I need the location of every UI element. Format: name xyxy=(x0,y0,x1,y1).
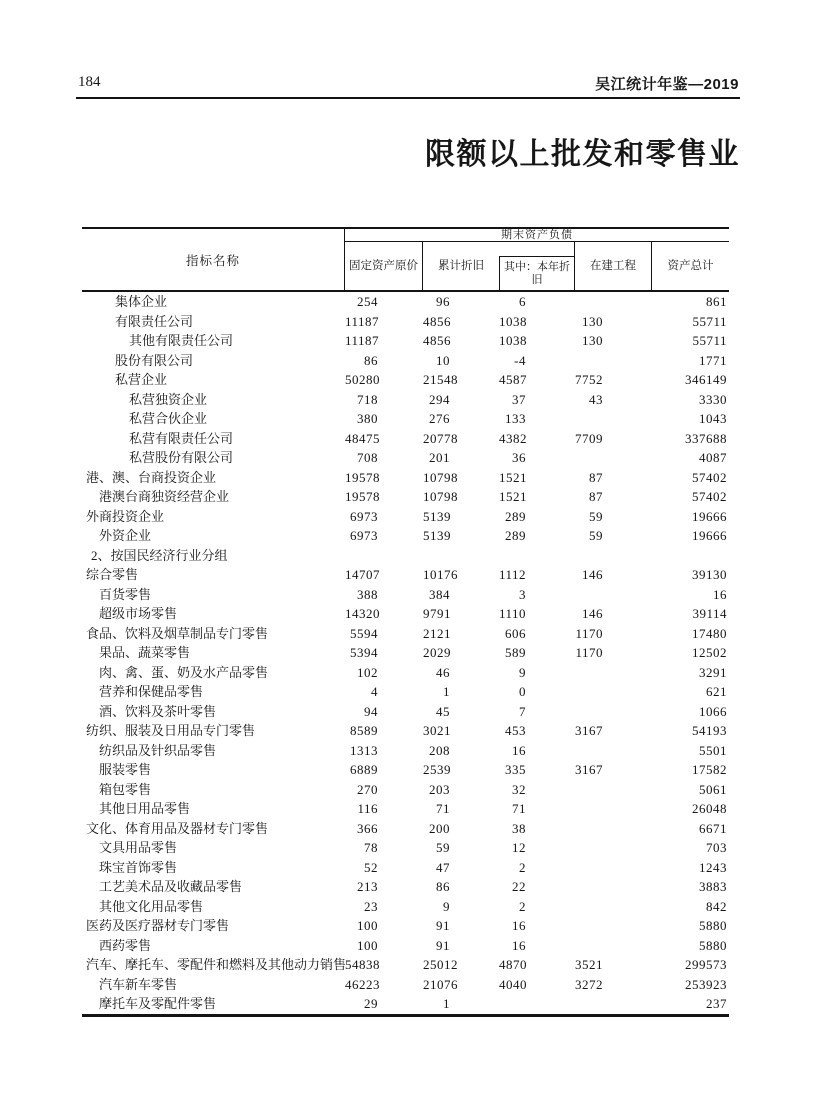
cell-value: 5501 xyxy=(699,742,727,758)
row-label: 私营企业 xyxy=(115,372,168,387)
cell-value: 19578 xyxy=(345,489,380,504)
cell-value: 335 xyxy=(505,762,526,777)
cell-value: 213 xyxy=(357,879,378,894)
yearbook-title: 吴江统计年鉴—2019 xyxy=(595,76,739,93)
cell-value: 1521 xyxy=(499,469,527,485)
row-label: 其他文化用品零售 xyxy=(99,898,204,914)
cell-value: 91 xyxy=(436,918,450,933)
cell-value: 59 xyxy=(436,840,450,855)
cell-value xyxy=(575,994,652,1014)
table-row xyxy=(82,643,729,663)
cell-value: 3 xyxy=(519,586,526,602)
table-row xyxy=(82,936,729,956)
row-label: 箱包零售 xyxy=(99,781,152,797)
cell-value xyxy=(575,897,652,917)
table-row xyxy=(82,916,729,936)
cell-value: 133 xyxy=(505,411,526,426)
cell-value: 47 xyxy=(436,859,450,875)
cell-value xyxy=(575,741,652,761)
cell-value: 16 xyxy=(512,937,526,953)
cell-value: 52 xyxy=(364,859,378,875)
cell-value: 380 xyxy=(357,411,378,426)
row-label: 私营股份有限公司 xyxy=(129,450,234,465)
cell-value: 299573 xyxy=(685,957,727,972)
table-row xyxy=(82,487,729,507)
cell-value: 606 xyxy=(505,625,526,641)
cell-value: 1043 xyxy=(699,411,727,426)
cell-value: 9 xyxy=(519,664,526,680)
cell-value: 237 xyxy=(706,996,727,1011)
cell-value: 4856 xyxy=(423,333,451,348)
cell-value: 621 xyxy=(706,684,727,699)
column-header-accumulated-depreciation: 累计折旧 xyxy=(438,259,484,272)
cell-value xyxy=(575,858,652,878)
cell-value: 203 xyxy=(429,781,450,797)
cell-value: 254 xyxy=(357,294,378,309)
cell-value: 48475 xyxy=(345,430,380,446)
cell-value xyxy=(575,546,652,566)
row-label: 2、按国民经济行业分组 xyxy=(91,547,228,563)
cell-value: 3167 xyxy=(575,723,603,738)
of-which-label: 其中：本年折旧 xyxy=(504,260,570,286)
cell-value: 55711 xyxy=(692,313,727,329)
cell-value: 5139 xyxy=(423,528,451,543)
cell-value: 102 xyxy=(357,664,378,680)
cell-value: 5880 xyxy=(699,918,727,933)
table-row xyxy=(82,312,729,332)
cell-value: 7752 xyxy=(575,372,603,387)
corner-header-indicator-name: 指标名称 xyxy=(82,229,345,290)
cell-value: 1521 xyxy=(499,489,527,504)
table-row xyxy=(82,955,729,975)
cell-value: 86 xyxy=(364,352,378,368)
cell-value: 2 xyxy=(519,859,526,875)
cell-value: 91 xyxy=(436,937,450,953)
cell-value: 3521 xyxy=(575,957,603,972)
cell-value: 3883 xyxy=(699,879,727,894)
row-label: 综合零售 xyxy=(86,567,139,582)
cell-value xyxy=(423,546,499,566)
cell-value: 19578 xyxy=(345,469,380,485)
cell-value: 22 xyxy=(512,879,526,894)
cell-value: 3291 xyxy=(699,664,727,680)
cell-value xyxy=(575,838,652,858)
cell-value: 3330 xyxy=(699,391,727,407)
table-row xyxy=(82,741,729,761)
table-row xyxy=(82,897,729,917)
cell-value: 17582 xyxy=(692,762,727,777)
column-header-total-assets: 资产总计 xyxy=(667,259,714,272)
row-label: 集体企业 xyxy=(115,294,168,309)
table-row xyxy=(82,819,729,839)
cell-value xyxy=(345,546,423,566)
cell-value xyxy=(575,936,652,956)
cell-value: 29 xyxy=(364,996,378,1011)
cell-value: 100 xyxy=(357,937,378,953)
cell-value: 12502 xyxy=(692,645,727,660)
cell-value: 12 xyxy=(512,840,526,855)
row-label: 外商投资企业 xyxy=(86,508,165,524)
cell-value: 0 xyxy=(519,684,526,699)
row-label: 营养和保健品零售 xyxy=(99,684,204,699)
cell-value: 14320 xyxy=(345,606,380,621)
cell-value: 21076 xyxy=(423,976,458,992)
cell-value: 10 xyxy=(436,352,450,368)
cell-value: 4 xyxy=(371,684,378,699)
cell-value: 37 xyxy=(512,391,526,407)
table-row xyxy=(82,390,729,410)
cell-value xyxy=(575,351,652,371)
cell-value: 6671 xyxy=(699,820,727,836)
cell-value: 5394 xyxy=(350,645,378,660)
cell-value: 100 xyxy=(357,918,378,933)
cell-value: 4087 xyxy=(699,450,727,465)
cell-value: 289 xyxy=(505,528,526,543)
cell-value: 2121 xyxy=(423,625,451,641)
cell-value: 861 xyxy=(706,294,727,309)
cell-value: 10176 xyxy=(423,567,458,582)
cell-value: 346149 xyxy=(685,372,727,387)
table-row xyxy=(82,799,729,819)
cell-value xyxy=(575,702,652,722)
cell-value: 208 xyxy=(429,742,450,758)
cell-value: 55711 xyxy=(692,333,727,348)
cell-value: 59 xyxy=(589,508,603,524)
cell-value: 253923 xyxy=(685,976,727,992)
cell-value: 57402 xyxy=(692,489,727,504)
row-label: 文化、体育用品及器材专门零售 xyxy=(86,820,269,836)
table-row xyxy=(82,565,729,585)
cell-value: 6973 xyxy=(350,528,378,543)
cell-value: 1038 xyxy=(499,333,527,348)
table-row xyxy=(82,975,729,995)
table-row xyxy=(82,838,729,858)
cell-value: 1771 xyxy=(699,352,727,368)
page-title: 限额以上批发和零售业 xyxy=(425,138,740,171)
table-row xyxy=(82,429,729,449)
cell-value xyxy=(575,916,652,936)
cell-value: 5061 xyxy=(699,781,727,797)
table-row xyxy=(82,331,729,351)
cell-value: 1038 xyxy=(499,313,527,329)
cell-value: 1 xyxy=(443,996,450,1011)
cell-value: 26048 xyxy=(692,801,727,816)
row-label: 港、澳、台商投资企业 xyxy=(86,469,217,485)
cell-value xyxy=(575,799,652,819)
cell-value: 19666 xyxy=(692,508,727,524)
cell-value xyxy=(575,780,652,800)
table-row xyxy=(82,780,729,800)
row-label: 纺织品及针织品零售 xyxy=(99,742,217,758)
row-label: 外资企业 xyxy=(99,528,152,543)
cell-value: 201 xyxy=(429,450,450,465)
cell-value: 54838 xyxy=(345,957,380,972)
row-label: 港澳台商独资经营企业 xyxy=(99,489,230,504)
cell-value: 10798 xyxy=(423,469,458,485)
page-number: 184 xyxy=(78,74,101,90)
cell-value: 6973 xyxy=(350,508,378,524)
row-label: 珠宝首饰零售 xyxy=(99,859,178,875)
row-label: 其他有限责任公司 xyxy=(129,333,234,348)
cell-value: 294 xyxy=(429,391,450,407)
cell-value: 1313 xyxy=(350,742,378,758)
cell-value: 57402 xyxy=(692,469,727,485)
cell-value: 4587 xyxy=(499,372,527,387)
of-which-inset-box xyxy=(499,256,574,290)
cell-value: 86 xyxy=(436,879,450,894)
cell-value: 87 xyxy=(589,469,603,485)
column-header-fixed-assets-original-price: 固定资产原价 xyxy=(345,242,423,290)
row-label: 文具用品零售 xyxy=(99,840,178,855)
cell-value: 589 xyxy=(505,645,526,660)
cell-value: 146 xyxy=(582,567,603,582)
table-row xyxy=(82,624,729,644)
cell-value: 20778 xyxy=(423,430,458,446)
cell-value: 453 xyxy=(505,723,526,738)
cell-value xyxy=(652,546,729,566)
cell-value: 21548 xyxy=(423,372,458,387)
row-label: 酒、饮料及茶叶零售 xyxy=(99,703,217,719)
cell-value: 4040 xyxy=(499,976,527,992)
row-label: 果品、蔬菜零售 xyxy=(99,645,191,660)
cell-value: 38 xyxy=(512,820,526,836)
cell-value: 94 xyxy=(364,703,378,719)
cell-value: 23 xyxy=(364,898,378,914)
cell-value: 3272 xyxy=(575,976,603,992)
cell-value: 36 xyxy=(512,450,526,465)
row-label: 私营独资企业 xyxy=(129,391,208,407)
cell-value: 2 xyxy=(519,898,526,914)
table-row xyxy=(82,292,729,312)
cell-value: 1170 xyxy=(575,625,603,641)
cell-value: 3167 xyxy=(575,762,603,777)
cell-value: 708 xyxy=(357,450,378,465)
cell-value: 5139 xyxy=(423,508,451,524)
cell-value xyxy=(575,585,652,605)
column-headers-row xyxy=(345,242,729,290)
cell-value: 130 xyxy=(582,333,603,348)
cell-value xyxy=(499,546,575,566)
cell-value: 270 xyxy=(357,781,378,797)
row-label: 私营合伙企业 xyxy=(129,411,208,426)
row-label: 医药及医疗器材专门零售 xyxy=(86,918,230,933)
stats-table xyxy=(82,227,729,1017)
header-rule xyxy=(76,97,740,99)
cell-value: -4 xyxy=(514,352,526,368)
cell-value: 16 xyxy=(512,742,526,758)
cell-value: 71 xyxy=(512,801,526,816)
cell-value: 4382 xyxy=(499,430,527,446)
cell-value: 289 xyxy=(505,508,526,524)
row-label: 摩托车及零配件零售 xyxy=(99,996,217,1011)
row-label: 超级市场零售 xyxy=(99,606,178,621)
cell-value: 45 xyxy=(436,703,450,719)
cell-value xyxy=(575,448,652,468)
cell-value: 6889 xyxy=(350,762,378,777)
cell-value: 718 xyxy=(357,391,378,407)
table-row xyxy=(82,370,729,390)
table-row xyxy=(82,858,729,878)
cell-value xyxy=(575,682,652,702)
cell-value: 384 xyxy=(429,586,450,602)
cell-value xyxy=(499,994,575,1014)
table-row xyxy=(82,760,729,780)
cell-value: 200 xyxy=(429,820,450,836)
cell-value xyxy=(575,292,652,312)
cell-value: 146 xyxy=(582,606,603,621)
cell-value: 71 xyxy=(436,801,450,816)
cell-value: 3021 xyxy=(423,723,451,738)
cell-value: 46 xyxy=(436,664,450,680)
cell-value: 16 xyxy=(713,586,727,602)
cell-value: 17480 xyxy=(692,625,727,641)
row-label: 股份有限公司 xyxy=(115,352,194,368)
table-row xyxy=(82,468,729,488)
cell-value: 54193 xyxy=(692,723,727,738)
cell-value: 116 xyxy=(357,801,378,816)
table-row xyxy=(82,994,729,1014)
cell-value: 1 xyxy=(443,684,450,699)
table-row xyxy=(82,507,729,527)
cell-value: 9 xyxy=(443,898,450,914)
cell-value: 16 xyxy=(512,918,526,933)
row-label: 食品、饮料及烟草制品专门零售 xyxy=(86,625,269,641)
table-row xyxy=(82,721,729,741)
cell-value: 388 xyxy=(357,586,378,602)
cell-value: 9791 xyxy=(423,606,451,621)
cell-value: 6 xyxy=(519,294,526,309)
cell-value: 32 xyxy=(512,781,526,797)
cell-value: 8589 xyxy=(350,723,378,738)
table-body xyxy=(82,292,729,1017)
cell-value xyxy=(575,663,652,683)
cell-value: 1110 xyxy=(499,606,527,621)
cell-value: 7709 xyxy=(575,430,603,446)
column-header-of-which-current-year-depreciation xyxy=(499,242,575,290)
cell-value: 19666 xyxy=(692,528,727,543)
cell-value: 1112 xyxy=(499,567,527,582)
table-row xyxy=(82,663,729,683)
cell-value: 59 xyxy=(589,528,603,543)
row-label: 服装零售 xyxy=(99,762,152,777)
cell-value: 366 xyxy=(357,820,378,836)
cell-value: 87 xyxy=(589,489,603,504)
table-row xyxy=(82,448,729,468)
cell-value: 2539 xyxy=(423,762,451,777)
cell-value: 39130 xyxy=(692,567,727,582)
row-label: 其他日用品零售 xyxy=(99,801,191,816)
cell-value: 130 xyxy=(582,313,603,329)
cell-value: 10798 xyxy=(423,489,458,504)
header-column-group xyxy=(345,229,729,290)
cell-value: 43 xyxy=(589,391,603,407)
cell-value xyxy=(575,877,652,897)
table-row xyxy=(82,585,729,605)
cell-value: 46223 xyxy=(345,976,380,992)
cell-value: 4870 xyxy=(499,957,527,972)
cell-value: 25012 xyxy=(423,957,458,972)
row-label: 工艺美术品及收藏品零售 xyxy=(99,879,243,894)
table-row xyxy=(82,351,729,371)
row-label: 百货零售 xyxy=(99,586,152,602)
row-label: 有限责任公司 xyxy=(115,313,194,329)
row-label: 私营有限责任公司 xyxy=(129,430,234,446)
cell-value: 5880 xyxy=(699,937,727,953)
cell-value: 4856 xyxy=(423,313,451,329)
table-row xyxy=(82,702,729,722)
cell-value: 78 xyxy=(364,840,378,855)
table-row xyxy=(82,877,729,897)
table-row xyxy=(82,682,729,702)
cell-value: 96 xyxy=(436,294,450,309)
table-row xyxy=(82,409,729,429)
cell-value: 276 xyxy=(429,411,450,426)
row-label: 纺织、服装及日用品专门零售 xyxy=(86,723,256,738)
row-label: 西药零售 xyxy=(99,937,152,953)
cell-value: 7 xyxy=(519,703,526,719)
table-header xyxy=(82,227,729,292)
cell-value: 703 xyxy=(706,840,727,855)
column-header-construction-in-progress: 在建工程 xyxy=(575,242,652,290)
cell-value xyxy=(575,409,652,429)
cell-value: 1243 xyxy=(699,859,727,875)
cell-value: 39114 xyxy=(692,606,727,621)
table-row xyxy=(82,546,729,566)
cell-value: 2029 xyxy=(423,645,451,660)
row-label: 汽车新车零售 xyxy=(99,976,178,992)
cell-value: 5594 xyxy=(350,625,378,641)
cell-value xyxy=(575,819,652,839)
row-label: 汽车、摩托车、零配件和燃料及其他动力销售 xyxy=(86,957,347,972)
cell-value: 1066 xyxy=(699,703,727,719)
table-row xyxy=(82,526,729,546)
cell-value: 842 xyxy=(706,898,727,914)
cell-value: 11187 xyxy=(345,333,380,348)
cell-value: 14707 xyxy=(345,567,380,582)
table-row xyxy=(82,604,729,624)
cell-value: 1170 xyxy=(575,645,603,660)
cell-value: 337688 xyxy=(685,430,727,446)
cell-value: 50280 xyxy=(345,372,380,387)
group-header-period-end-assets: 期末资产负债 xyxy=(345,229,729,242)
cell-value: 11187 xyxy=(345,313,380,329)
row-label: 肉、禽、蛋、奶及水产品零售 xyxy=(99,664,269,680)
